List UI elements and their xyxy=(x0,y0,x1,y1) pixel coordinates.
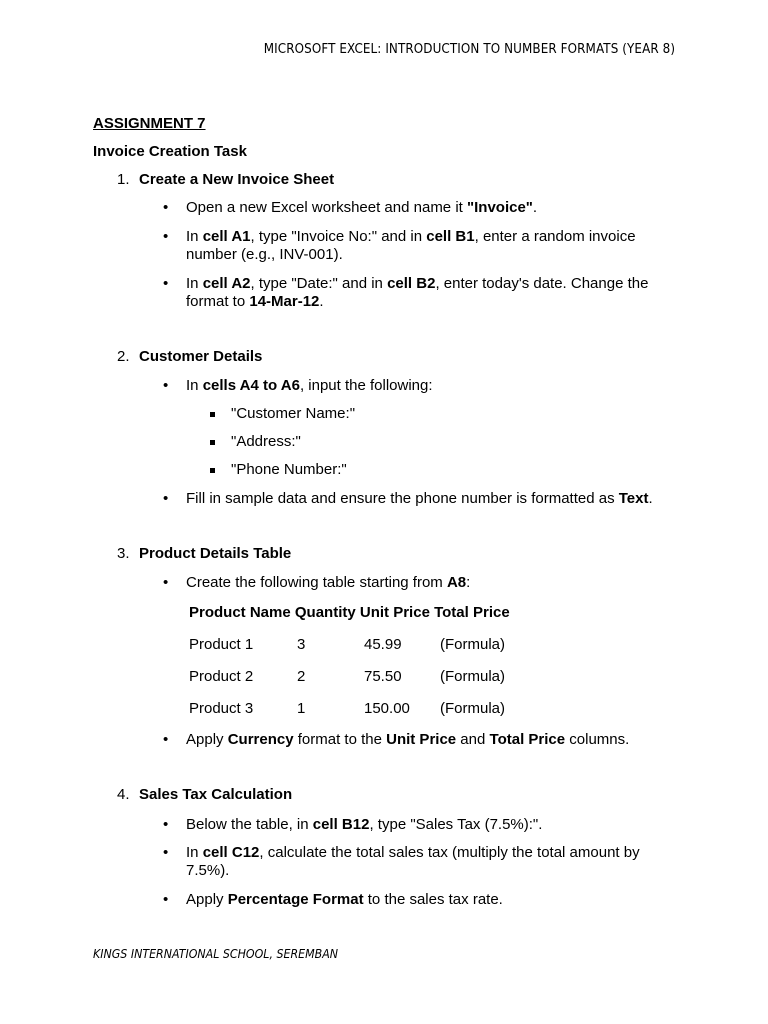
table-cell: Product 2 xyxy=(189,668,254,685)
section-title: Customer Details xyxy=(139,348,263,365)
list-item: Apply Percentage Format to the sales tax rate. xyxy=(186,891,503,908)
table-cell: 75.50 xyxy=(364,668,402,685)
page-header: MICROSOFT EXCEL: INTRODUCTION TO NUMBER FORMATS (YEAR 8) xyxy=(263,42,675,57)
bullet-icon: • xyxy=(163,844,169,861)
square-bullet-icon xyxy=(210,468,215,473)
list-item: In cell C12, calculate the total sales tax (multiply the total amount by 7.5%). xyxy=(186,844,640,879)
list-item: In cell A1, type "Invoice No:" and in cell B1, enter a random invoice number (e.g., INV-001). xyxy=(186,228,636,263)
square-bullet-icon xyxy=(210,440,215,445)
section-number: 1. xyxy=(117,171,130,188)
sub-list-item: "Customer Name:" xyxy=(231,405,356,422)
section-title: Product Details Table xyxy=(139,545,292,562)
sub-list-item: "Phone Number:" xyxy=(231,461,347,478)
bullet-icon: • xyxy=(163,731,169,748)
table-header-cell: Product Name Quantity Unit Price Total Price xyxy=(189,604,510,621)
table-cell: (Formula) xyxy=(440,668,506,685)
bullet-icon: • xyxy=(163,891,169,908)
list-item: Open a new Excel worksheet and name it "Invoice". xyxy=(186,199,538,216)
bullet-icon: • xyxy=(163,377,169,394)
square-bullet-icon xyxy=(210,412,215,417)
assignment-title: ASSIGNMENT 7 xyxy=(93,115,206,132)
bullet-icon: • xyxy=(163,490,169,507)
table-cell: Product 3 xyxy=(189,700,254,717)
section-title: Create a New Invoice Sheet xyxy=(139,171,335,188)
list-item: Create the following table starting from A8: xyxy=(186,574,471,591)
section-number: 3. xyxy=(117,545,130,562)
section-number: 4. xyxy=(117,786,130,803)
section-title: Sales Tax Calculation xyxy=(139,786,293,803)
table-cell: (Formula) xyxy=(440,636,506,653)
sub-list-item: "Address:" xyxy=(231,433,301,450)
list-item: Apply Currency format to the Unit Price and Total Price columns. xyxy=(186,731,630,748)
task-title: Invoice Creation Task xyxy=(93,143,247,160)
table-cell: 150.00 xyxy=(364,700,410,717)
bullet-icon: • xyxy=(163,228,169,245)
list-item: Below the table, in cell B12, type "Sales Tax (7.5%):". xyxy=(186,816,543,833)
list-item: In cells A4 to A6, input the following: xyxy=(186,377,433,394)
page-footer: KINGS INTERNATIONAL SCHOOL, SEREMBAN xyxy=(93,947,339,961)
table-cell: Product 1 xyxy=(189,636,254,653)
section-number: 2. xyxy=(117,348,130,365)
bullet-icon: • xyxy=(163,816,169,833)
bullet-icon: • xyxy=(163,574,169,591)
list-item: Fill in sample data and ensure the phone number is formatted as Text. xyxy=(186,490,653,507)
table-cell: 3 xyxy=(297,636,306,653)
bullet-icon: • xyxy=(163,199,169,216)
table-cell: 1 xyxy=(297,700,306,717)
list-item: In cell A2, type "Date:" and in cell B2, enter today's date. Change the format to 14-Mar-12. xyxy=(186,275,649,310)
bullet-icon: • xyxy=(163,275,169,292)
table-cell: 2 xyxy=(297,668,306,685)
table-cell: 45.99 xyxy=(364,636,402,653)
table-cell: (Formula) xyxy=(440,700,506,717)
